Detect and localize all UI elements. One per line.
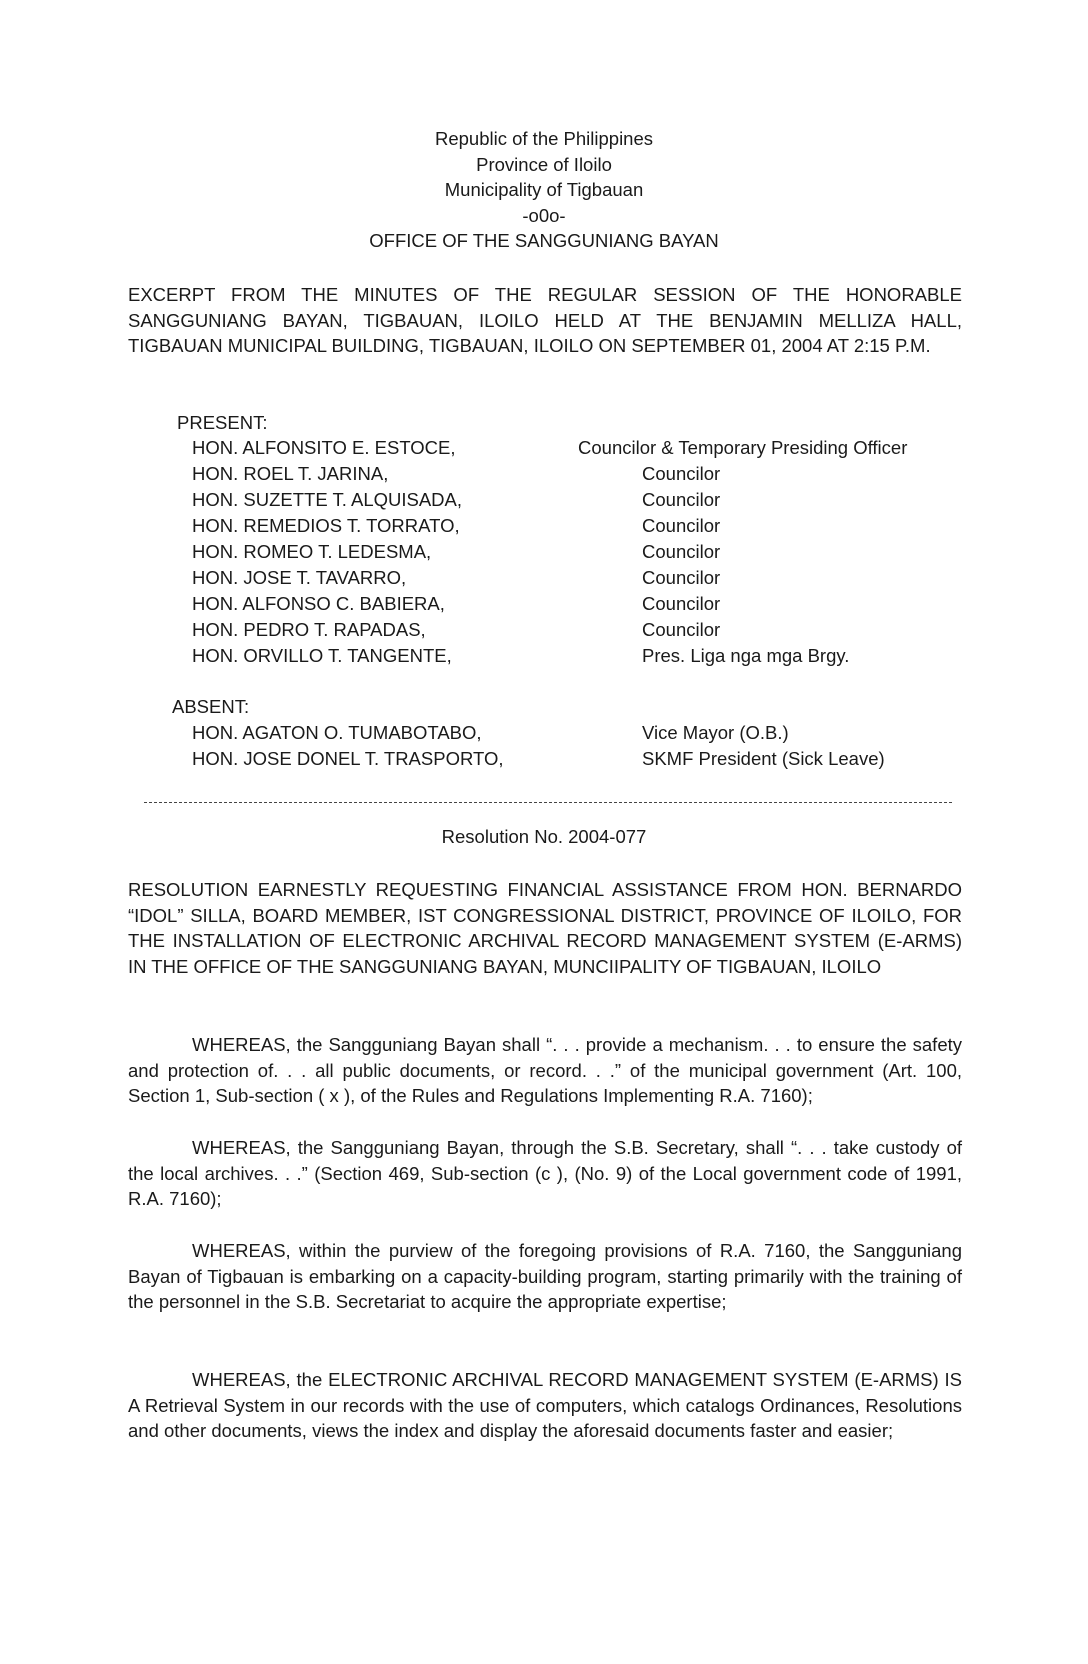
attendee-role: Councilor xyxy=(642,463,721,484)
attendee-name: HON. ALFONSITO E. ESTOCE, xyxy=(192,437,456,458)
letterhead xyxy=(0,126,1088,254)
header-ornament: -o0o- xyxy=(522,204,566,226)
dashed-separator xyxy=(144,802,952,803)
absent-label: ABSENT: xyxy=(172,696,250,717)
whereas-paragraph: WHEREAS, the Sangguniang Bayan, through the S.B. Secretary, shall “. . . take custody of the local archives. . .” (Section 469, Sub-section (c ), (No. 9) of the Local government code of 1991, R.A. 7160); xyxy=(128,1137,962,1210)
attendee-name: HON. ALFONSO C. BABIERA, xyxy=(192,593,445,614)
resolution-number: Resolution No. 2004-077 xyxy=(441,826,647,847)
attendee-role: Councilor xyxy=(642,619,721,640)
attendee-role: Pres. Liga nga mga Brgy. xyxy=(642,645,850,666)
minutes-excerpt: EXCERPT FROM THE MINUTES OF THE REGULAR SESSION OF THE HONORABLE SANGGUNIANG BAYAN, TIGBAUAN, ILOILO HELD AT THE BENJAMIN MELLIZA HALL, TIGBAUAN MUNICIPAL BUILDING, TIGBAUAN, ILOILO ON SEPTEMBER 01, 2004 AT 2:15 P.M. xyxy=(128,284,962,357)
whereas-paragraph: WHEREAS, the ELECTRONIC ARCHIVAL RECORD MANAGEMENT SYSTEM (E-ARMS) IS A Retrieval System in our records with the use of computers, which catalogs Ordinances, Resolutions and other documents, views the index and display the aforesaid documents faster and easier; xyxy=(128,1369,962,1442)
attendee-row xyxy=(0,567,1088,593)
attendee-row xyxy=(0,489,1088,515)
header-republic: Republic of the Philippines xyxy=(434,128,654,149)
attendee-name: HON. JOSE T. TAVARRO, xyxy=(192,567,407,588)
header-office: OFFICE OF THE SANGGUNIANG BAYAN xyxy=(369,230,719,251)
attendee-role: Councilor & Temporary Presiding Officer xyxy=(578,437,908,458)
absentee-name: HON. JOSE DONEL T. TRASPORTO, xyxy=(192,748,504,769)
attendee-name: HON. ORVILLO T. TANGENTE, xyxy=(192,645,452,666)
whereas-paragraph: WHEREAS, within the purview of the foregoing provisions of R.A. 7160, the Sangguniang Bayan of Tigbauan is embarking on a capacity-building program, starting primarily with the training of the personnel in the S.B. Secretariat to acquire the appropriate expertise; xyxy=(128,1240,962,1313)
attendee-role: Councilor xyxy=(642,567,721,588)
whereas-paragraph: WHEREAS, the Sangguniang Bayan shall “. . . provide a mechanism. . . to ensure the safety and protection of. . . all public documents, or record. . .” of the municipal government (Art. 100, Section 1, Sub-section ( x ), of the Rules and Regulations Implementing R.A. 7160); xyxy=(128,1034,962,1107)
attendee-role: Councilor xyxy=(642,489,721,510)
absentee-role: Vice Mayor (O.B.) xyxy=(642,722,789,743)
attendee-row xyxy=(0,515,1088,541)
attendee-role: Councilor xyxy=(642,593,721,614)
attendee-role: Councilor xyxy=(642,541,721,562)
attendee-row xyxy=(0,593,1088,619)
resolution-title: RESOLUTION EARNESTLY REQUESTING FINANCIAL ASSISTANCE FROM HON. BERNARDO “IDOL” SILLA, BOARD MEMBER, IST CONGRESSIONAL DISTRICT, PROVINCE OF ILOILO, FOR THE INSTALLATION OF ELECTRONIC ARCHIVAL RECORD MANAGEMENT SYSTEM (E-ARMS) IN THE OFFICE OF THE SANGGUNIANG BAYAN, MUNCIIPALITY OF TIGBAUAN, ILOILO xyxy=(128,879,962,978)
absentee-name: HON. AGATON O. TUMABOTABO, xyxy=(192,722,482,743)
attendee-name: HON. PEDRO T. RAPADAS, xyxy=(192,619,426,640)
attendee-name: HON. SUZETTE T. ALQUISADA, xyxy=(192,489,463,510)
attendee-row xyxy=(0,437,1088,463)
attendee-name: HON. ROMEO T. LEDESMA, xyxy=(192,541,432,562)
absentee-role: SKMF President (Sick Leave) xyxy=(642,748,885,769)
absentee-row xyxy=(0,722,1088,748)
attendee-role: Councilor xyxy=(642,515,721,536)
attendee-name: HON. REMEDIOS T. TORRATO, xyxy=(192,515,460,536)
present-label: PRESENT: xyxy=(177,412,268,433)
header-province: Province of Iloilo xyxy=(476,153,612,175)
attendee-name: HON. ROEL T. JARINA, xyxy=(192,463,389,484)
attendee-row xyxy=(0,645,1088,671)
attendee-row xyxy=(0,619,1088,645)
attendee-row xyxy=(0,541,1088,567)
absentee-row xyxy=(0,748,1088,774)
attendee-row xyxy=(0,463,1088,489)
header-municipality: Municipality of Tigbauan xyxy=(444,179,644,200)
